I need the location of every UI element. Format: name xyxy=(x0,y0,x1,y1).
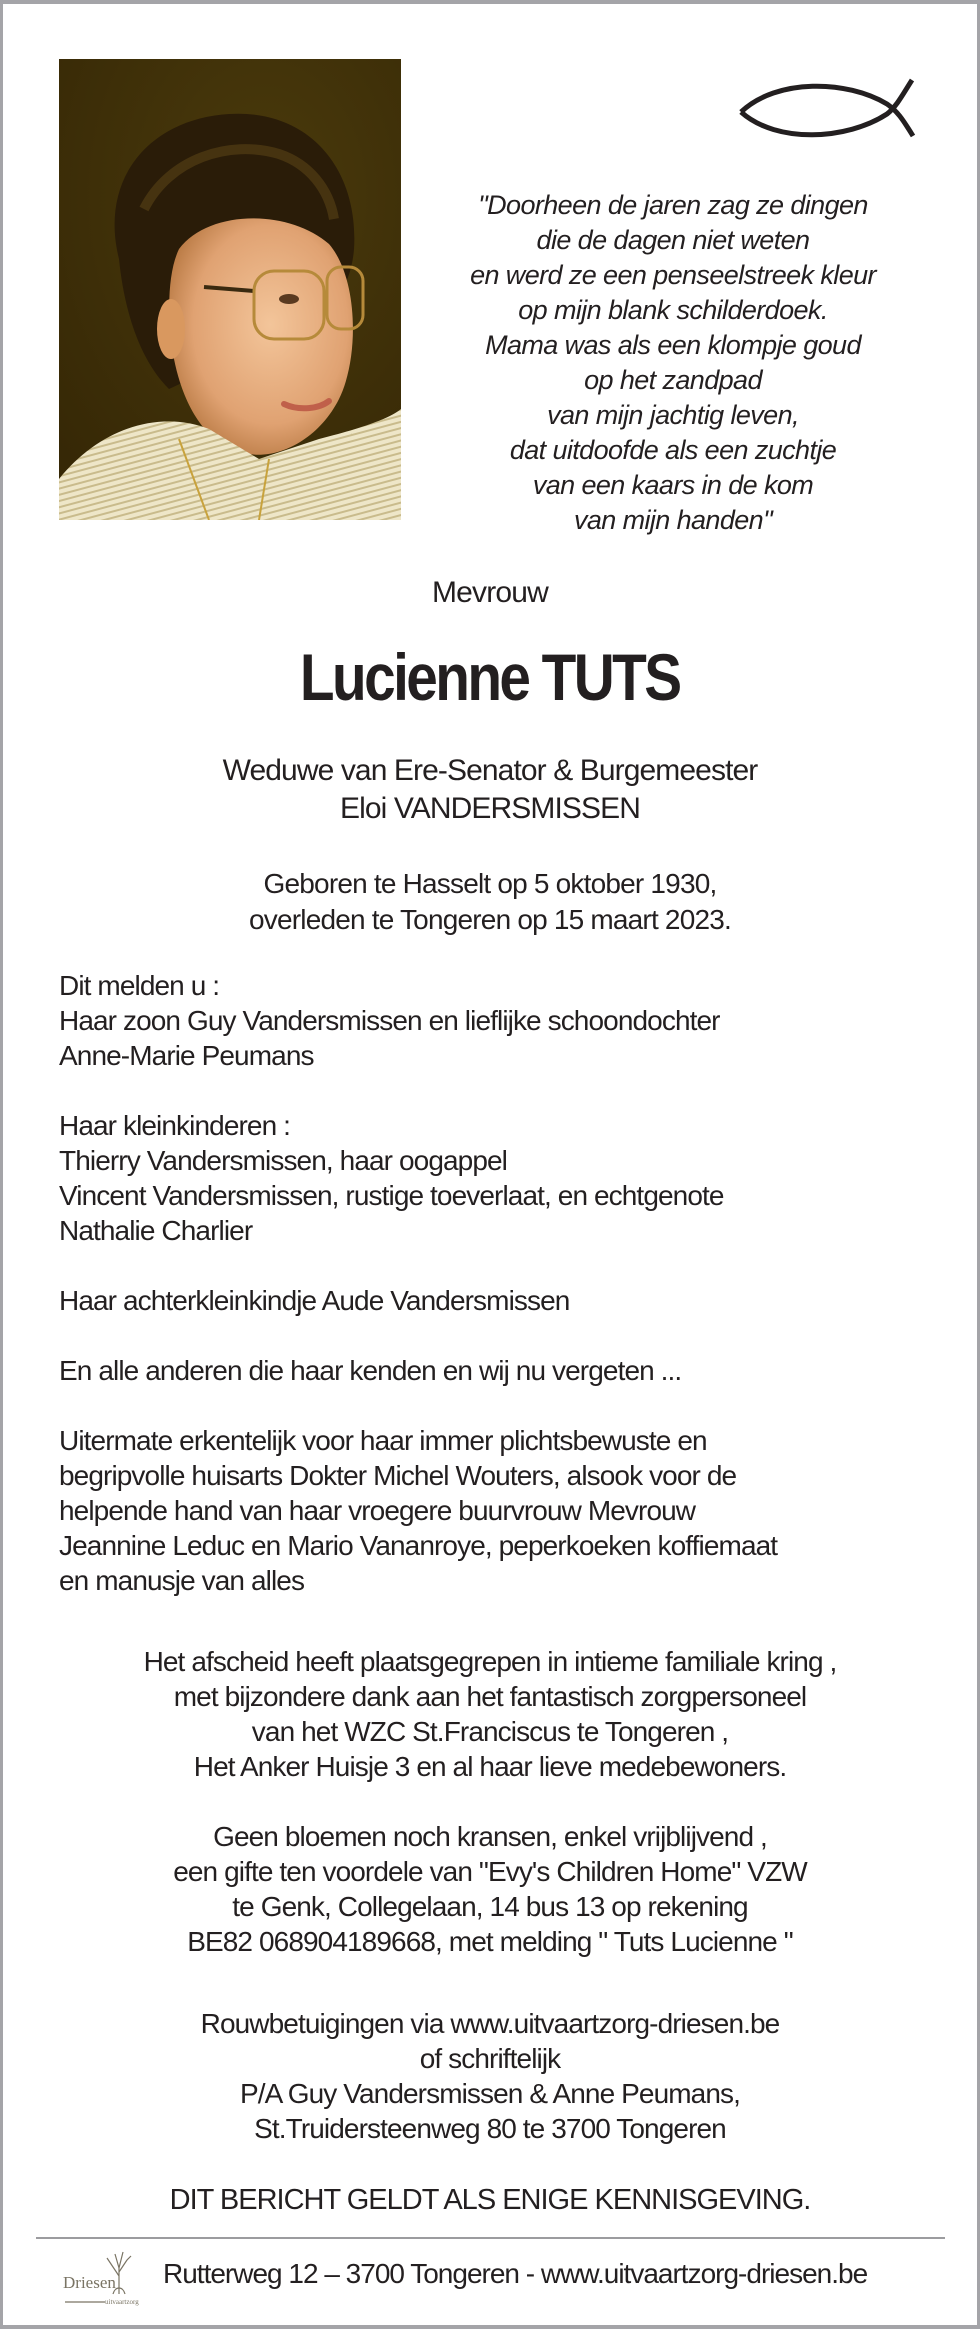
footer-address: Rutterweg 12 – 3700 Tongeren - www.uitvaartzorg-driesen.be xyxy=(163,2258,868,2289)
grandchildren xyxy=(59,1108,959,1248)
poem-line: van een kaars in de kom xyxy=(532,470,814,500)
logo-name: Driesen xyxy=(63,2273,116,2292)
ichthys-fish-icon xyxy=(737,74,919,154)
family-son-line-1: Haar zoon Guy Vandersmissen en lieflijke schoondochter xyxy=(59,1005,720,1036)
poem xyxy=(423,188,923,538)
poem-line: op mijn blank schilderdoek. xyxy=(518,295,828,325)
donation-paragraph xyxy=(3,1819,977,1959)
family-intro: Dit melden u : xyxy=(59,970,220,1001)
notice: DIT BERICHT GELDT ALS ENIGE KENNISGEVING. xyxy=(169,2184,811,2216)
portrait-photo xyxy=(59,59,401,520)
born-line: Geboren te Hasselt op 5 oktober 1930, xyxy=(263,868,717,899)
widow-of xyxy=(3,752,977,828)
footer-divider xyxy=(36,2237,945,2239)
poem-line: Mama was als een klompje goud xyxy=(485,330,861,360)
widow-line-1: Weduwe van Ere-Senator & Burgemeester xyxy=(222,754,758,787)
died-line: overleden te Tongeren op 15 maart 2023. xyxy=(249,904,731,935)
condolences-paragraph xyxy=(3,2006,977,2146)
family-announcement xyxy=(59,968,959,1073)
farewell-paragraph xyxy=(3,1644,977,1784)
obituary-card xyxy=(3,4,977,2325)
birth-death-dates xyxy=(3,866,977,938)
poem-line: van mijn handen" xyxy=(573,505,773,535)
poem-line: en werd ze een penseelstreek kleur xyxy=(470,260,876,290)
others-line: En alle anderen die haar kenden en wij nu vergeten ... xyxy=(59,1355,682,1386)
grandchild-1: Thierry Vandersmissen, haar oogappel xyxy=(59,1145,508,1176)
condolences-line: St.Truidersteenweg 80 te 3700 Tongeren xyxy=(254,2113,726,2144)
family-son-line-2: Anne-Marie Peumans xyxy=(59,1040,314,1071)
thanks-line: helpende hand van haar vroegere buurvrouw Mevrouw xyxy=(59,1495,696,1526)
farewell-line: van het WZC St.Franciscus te Tongeren , xyxy=(251,1716,729,1747)
thanks-line: en manusje van alles xyxy=(59,1565,305,1596)
poem-line: van mijn jachtig leven, xyxy=(547,400,799,430)
deceased-name-text: Lucienne TUTS xyxy=(300,640,680,714)
thanks-paragraph xyxy=(59,1423,959,1598)
widow-line-2: Eloi VANDERSMISSEN xyxy=(340,792,640,825)
poem-line: "Doorheen de jaren zag ze dingen xyxy=(478,190,868,220)
donation-line: BE82 068904189668, met melding " Tuts Lucienne " xyxy=(187,1926,793,1957)
deceased-name xyxy=(3,642,977,712)
grandchild-2-line-2: Nathalie Charlier xyxy=(59,1215,253,1246)
others xyxy=(59,1353,959,1388)
driesen-uitvaartzorg-logo xyxy=(61,2246,145,2312)
great-grandchild xyxy=(59,1283,959,1318)
thanks-line: Uitermate erkentelijk voor haar immer plichtsbewuste en xyxy=(59,1425,707,1456)
donation-line: Geen bloemen noch kransen, enkel vrijblijvend , xyxy=(213,1821,767,1852)
donation-line: een gifte ten voordele van "Evy's Children Home" VZW xyxy=(173,1856,807,1887)
poem-line: die de dagen niet weten xyxy=(536,225,810,255)
farewell-line: Het Anker Huisje 3 en al haar lieve medebewoners. xyxy=(193,1751,787,1782)
grandchild-2-line-1: Vincent Vandersmissen, rustige toeverlaat, en echtgenote xyxy=(59,1180,724,1211)
great-grandchild-line: Haar achterkleinkindje Aude Vandersmissen xyxy=(59,1285,570,1316)
thanks-line: Jeannine Leduc en Mario Vananroye, peperkoeken koffiemaat xyxy=(59,1530,778,1561)
grandchildren-heading: Haar kleinkinderen : xyxy=(59,1110,291,1141)
title-prefix: Mevrouw xyxy=(431,576,549,609)
condolences-line: of schriftelijk xyxy=(419,2043,561,2074)
farewell-line: Het afscheid heeft plaatsgegrepen in intieme familiale kring , xyxy=(143,1646,837,1677)
donation-line: te Genk, Collegelaan, 14 bus 13 op rekening xyxy=(232,1891,748,1922)
poem-line: op het zandpad xyxy=(584,365,762,395)
poem-line: dat uitdoofde als een zuchtje xyxy=(509,435,837,465)
logo-sub: uitvaartzorg xyxy=(105,2298,139,2306)
condolences-line: Rouwbetuigingen via www.uitvaartzorg-driesen.be xyxy=(200,2008,780,2039)
thanks-line: begripvolle huisarts Dokter Michel Wouters, alsook voor de xyxy=(59,1460,737,1491)
condolences-line: P/A Guy Vandersmissen & Anne Peumans, xyxy=(239,2078,741,2109)
farewell-line: met bijzondere dank aan het fantastisch zorgpersoneel xyxy=(173,1681,807,1712)
